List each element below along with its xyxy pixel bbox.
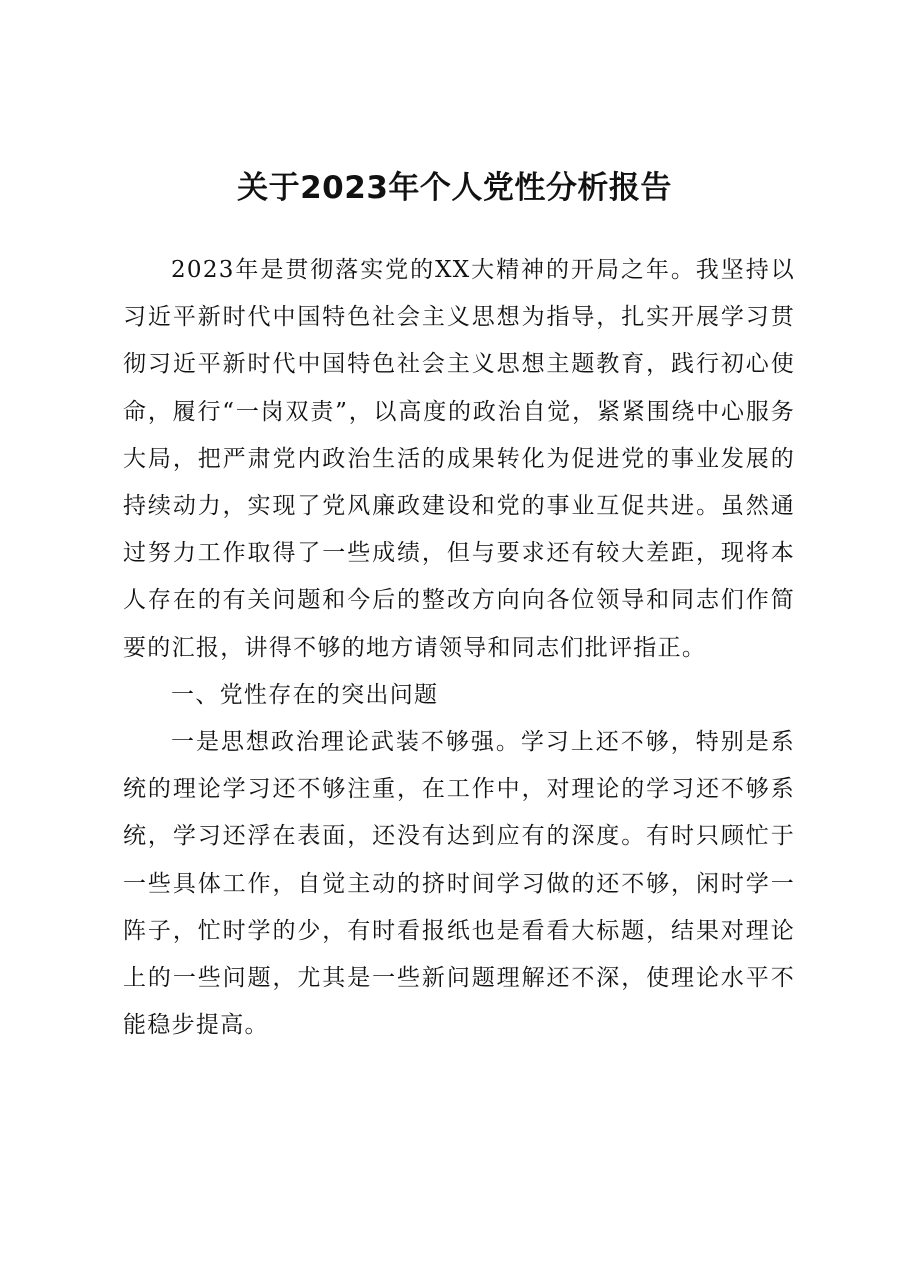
document-title: 关于2023年个人党性分析报告 xyxy=(237,170,672,206)
paragraph-intro: 2023年是贯彻落实党的XX大精神的开局之年。我坚持以习近平新时代中国特色社会主义思想为指导，扎实开展学习贯彻习近平新时代中国特色社会主义思想主题教育，践行初心使命，履行“一岗双责”，以高度的政治自觉，紧紧围绕中心服务大局，把严肃党内政治生活的成果转化为促进党的事业发展的持续动力，实现了党风廉政建设和党的事业互促共进。虽然通过努力工作取得了一些成绩，但与要求还有较大差距，现将本人存在的有关问题和今后的整改方向向各位领导和同志们作简要的汇报，讲得不够的地方请领导和同志们批评指正。 xyxy=(123,257,795,661)
paragraph-issue-one: 一是思想政治理论武装不够强。学习上还不够，特别是系统的理论学习还不够注重，在工作中，对理论的学习还不够系统，学习还浮在表面，还没有达到应有的深度。有时只顾忙于一些具体工作，自觉主动的挤时间学习做的还不够，闲时学一阵子，忙时学的少，有时看报纸也是看看大标题，结果对理论上的一些问题，尤其是一些新问题理解还不深，使理论水平不能稳步提高。 xyxy=(123,729,795,1039)
section-heading: 一、党性存在的突出问题 xyxy=(171,681,439,708)
document-body xyxy=(123,247,795,1049)
